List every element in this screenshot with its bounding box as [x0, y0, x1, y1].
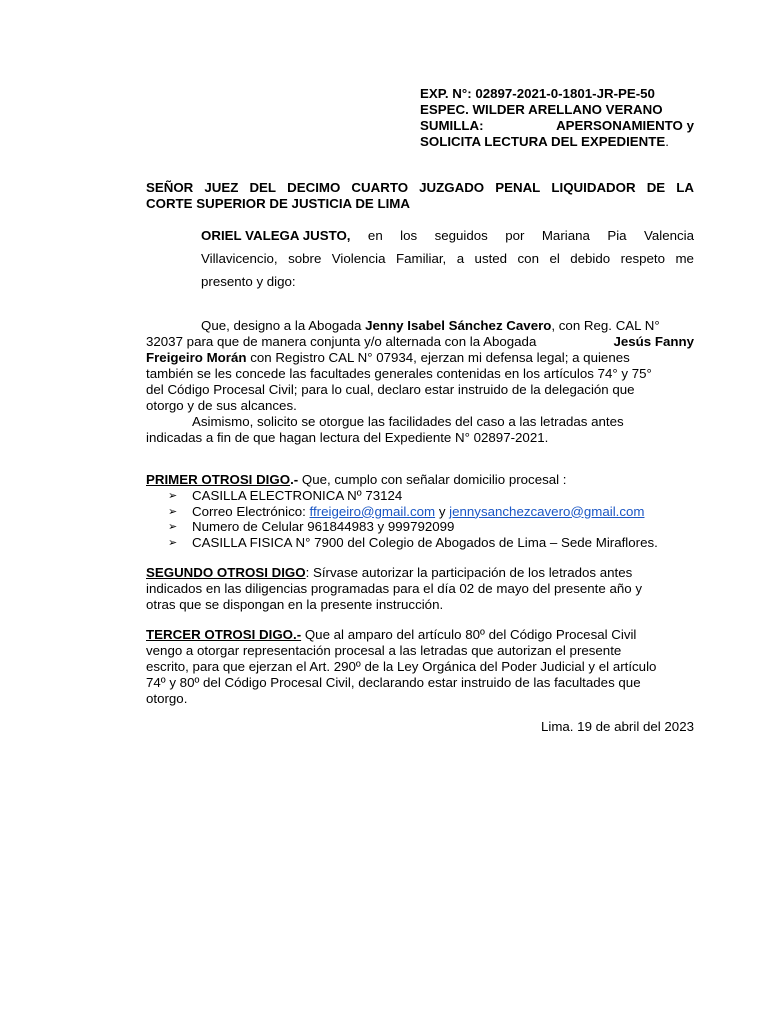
word: Mariana	[541, 228, 590, 243]
body-line: otras que se dispongan en la presente instrucción.	[146, 597, 444, 612]
word: a	[456, 251, 465, 266]
body-line: del Código Procesal Civil; para lo cual, declaro estar instruido de la delegación que	[146, 382, 635, 397]
word: DECIMO	[287, 180, 341, 195]
arrow-bullet-icon: ➢	[168, 520, 178, 533]
body-line	[146, 350, 694, 366]
word: DE	[646, 180, 666, 195]
lawyer-name: Jesús Fanny	[613, 334, 694, 349]
body-line	[146, 565, 694, 581]
word: SEÑOR	[146, 180, 194, 195]
list-item	[168, 504, 658, 520]
body-text: con Registro CAL N° 07934, ejerzan mi defensa legal; a quienes	[250, 350, 630, 365]
word: debido	[570, 251, 611, 266]
segundo-otrosi-heading: SEGUNDO OTROSI DIGO	[146, 565, 306, 580]
body-text: Que al amparo del artículo 80º del Código Procesal Civil	[301, 627, 637, 642]
word: JUZGADO	[419, 180, 485, 195]
list-item	[168, 535, 658, 551]
list-item-text: Numero de Celular 961844983 y 999792099	[192, 519, 455, 534]
primer-otrosi-heading-line	[146, 472, 694, 488]
lawyer-name: Jenny Isabel Sánchez Cavero	[365, 318, 552, 333]
intro-line-1	[201, 224, 694, 247]
sumilla-line	[420, 118, 694, 134]
word: LIQUIDADOR	[551, 180, 636, 195]
arrow-bullet-icon: ➢	[168, 489, 178, 502]
word: sobre	[288, 251, 322, 266]
tercer-otrosi	[146, 627, 694, 707]
list-item	[168, 488, 658, 504]
lawyer-name: Freigeiro Morán	[146, 350, 247, 365]
petitioner-name: ORIEL VALEGA JUSTO,	[201, 228, 351, 243]
email-link[interactable]: ffreigeiro@gmail.com	[309, 503, 436, 519]
body-text: Que, designo a la Abogada	[201, 318, 362, 333]
body-line	[146, 627, 694, 643]
word: Valencia	[643, 228, 694, 243]
body-line: indicados en las diligencias programadas para el día 02 de mayo del presente año y	[146, 581, 642, 596]
case-header	[420, 86, 694, 150]
body-text: 32037 para que de manera conjunta y/o alternada con la Abogada	[146, 334, 537, 349]
designation-paragraph	[146, 318, 694, 446]
word: PENAL	[495, 180, 541, 195]
word: por	[505, 228, 525, 243]
word: Violencia	[331, 251, 386, 266]
separator-text: y	[438, 503, 446, 519]
arrow-bullet-icon: ➢	[168, 504, 178, 518]
word: LA	[676, 180, 694, 195]
intro-line-3: presento y digo:	[201, 274, 296, 289]
primer-otrosi-heading: PRIMER OTROSI DIGO	[146, 472, 291, 487]
intro-line-2	[201, 247, 694, 270]
body-line: indicadas a fin de que hagan lectura del Expediente N° 02897-2021.	[146, 430, 549, 445]
addressee-line-1	[146, 180, 694, 196]
word: respeto	[620, 251, 665, 266]
heading-suffix: .-	[290, 472, 299, 487]
body-line: escrito, para que ejerzan el Art. 290º de la Ley Orgánica del Poder Judicial y el artículo	[146, 659, 657, 674]
word: los	[400, 228, 418, 243]
body-line: vengo a otorgar representación procesal a las letradas que autorizan el presente	[146, 643, 622, 658]
intro-paragraph	[201, 224, 694, 293]
body-line	[146, 318, 694, 334]
word: me	[675, 251, 694, 266]
sumilla-label: SUMILLA:	[420, 118, 484, 133]
sumilla-cont-text: SOLICITA LECTURA DEL EXPEDIENTE	[420, 134, 666, 149]
body-line	[146, 334, 694, 350]
body-line: 74º y 80º del Código Procesal Civil, declarando estar instruido de las facultades que	[146, 675, 641, 690]
specialist-name: ESPEC. WILDER ARELLANO VERANO	[420, 102, 663, 117]
segundo-otrosi	[146, 565, 694, 613]
addressee	[146, 180, 694, 212]
list-item-text: CASILLA FISICA N° 7900 del Colegio de Abogados de Lima – Sede Miraflores.	[192, 534, 658, 550]
primer-otrosi-text: Que, cumplo con señalar domicilio procesal :	[298, 472, 567, 487]
word: seguidos	[434, 228, 488, 243]
word: Familiar,	[395, 251, 447, 266]
word: el	[549, 251, 560, 266]
word: usted	[474, 251, 508, 266]
word: con	[517, 251, 539, 266]
body-line: otorgo.	[146, 691, 188, 706]
sumilla-value: APERSONAMIENTO y	[556, 118, 694, 133]
word: CUARTO	[351, 180, 409, 195]
body-text: , con Reg. CAL N°	[551, 318, 660, 333]
list-item-text: Correo Electrónico:	[192, 503, 306, 519]
arrow-bullet-icon: ➢	[168, 535, 178, 549]
domicile-list	[168, 488, 658, 550]
sumilla-period: .	[665, 134, 669, 149]
tercer-otrosi-heading: TERCER OTROSI DIGO.-	[146, 627, 302, 642]
word: JUEZ	[204, 180, 239, 195]
list-item	[168, 519, 658, 535]
addressee-line-2: CORTE SUPERIOR DE JUSTICIA DE LIMA	[146, 196, 410, 211]
body-line: también se les concede las facultades generales contenidas en los artículos 74° y 75°	[146, 366, 652, 381]
body-line: otorgo y de sus alcances.	[146, 398, 297, 413]
body-text: : Sírvase autorizar la participación de los letrados antes	[305, 565, 633, 580]
word: Pia	[607, 228, 627, 243]
sumilla-continuation	[420, 134, 694, 150]
list-item-text: CASILLA ELECTRONICA Nº 73124	[192, 488, 403, 503]
body-line: Asimismo, solicito se otorgue las facilidades del caso a las letradas antes	[192, 414, 624, 429]
word: en	[367, 228, 383, 243]
expedient-number: EXP. N°: 02897-2021-0-1801-JR-PE-50	[420, 86, 655, 101]
closing-date: Lima. 19 de abril del 2023	[540, 719, 694, 734]
email-link[interactable]: jennysanchezcavero@gmail.com	[449, 503, 645, 519]
word: DEL	[249, 180, 277, 195]
word: Villavicencio,	[201, 251, 278, 266]
primer-otrosi	[146, 472, 694, 488]
